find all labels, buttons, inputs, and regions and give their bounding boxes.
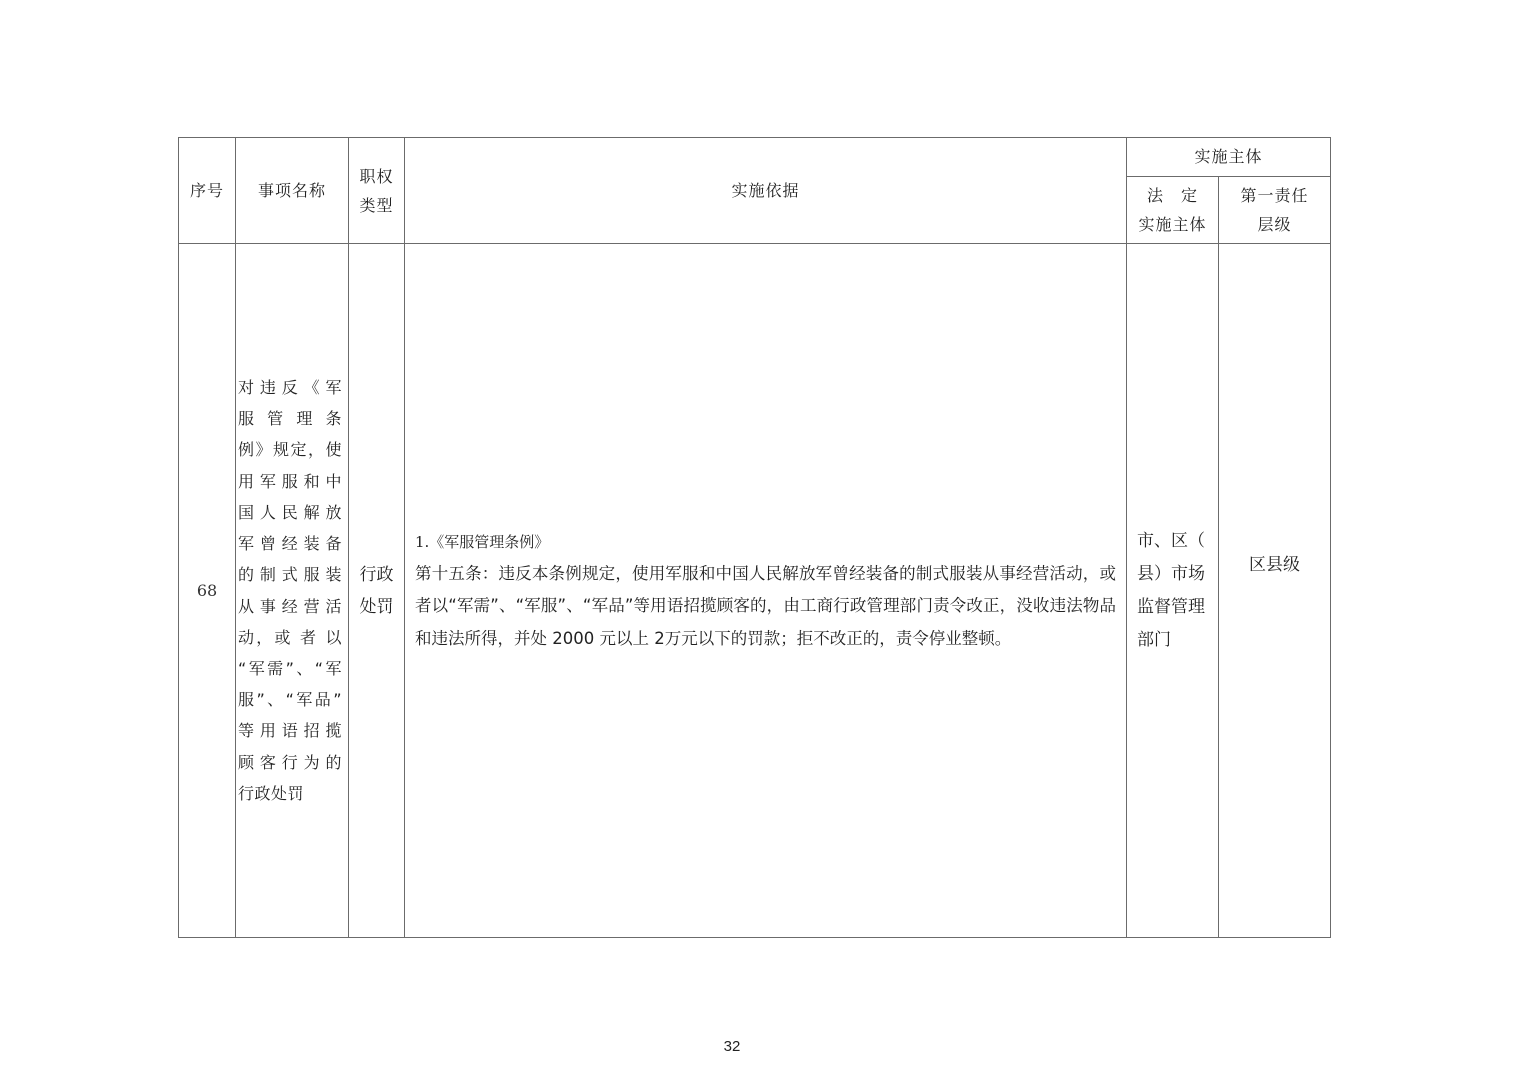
responsibility-level-wrap bbox=[1219, 244, 1330, 937]
item-name-line: 动，或 者 以 bbox=[238, 627, 342, 647]
header-responsibility-level-line1: 第一责任 bbox=[1240, 186, 1309, 205]
row-authority-type-line2: 处罚 bbox=[359, 596, 394, 617]
row-legal-subject bbox=[1127, 244, 1219, 938]
responsibility-level-value: 区县级 bbox=[1249, 554, 1300, 575]
item-name-line: 的制式服装 bbox=[238, 565, 342, 585]
header-item-name bbox=[236, 138, 349, 244]
legal-subject-line: 县）市场 bbox=[1137, 563, 1205, 584]
header-responsibility-level-line2: 层级 bbox=[1257, 215, 1292, 234]
header-serial-number bbox=[179, 138, 236, 244]
row-authority-type-line1: 行政 bbox=[359, 564, 394, 585]
header-authority-type bbox=[349, 138, 405, 244]
header-implementing-subject bbox=[1127, 138, 1331, 177]
item-name-line: 服 管 理 条 bbox=[238, 409, 342, 429]
item-name-line: 军曾经装备 bbox=[238, 534, 342, 554]
item-name-line: 等用语招揽 bbox=[238, 721, 342, 741]
header-legal-subject-line2: 实施主体 bbox=[1138, 215, 1207, 234]
item-name-line: 行政处罚 bbox=[238, 783, 305, 803]
law-article-text: 第十五条：违反本条例规定，使用军服和中国人民解放军曾经装备的制式服装从事经营活动，或者以“军需”、“军服”、“军品”等用语招揽顾客的，由工商行政管理部门责令改正，没收违法物品和违法所得，并处 2000 元以上 2万元以下的罚款；拒不改正的，责令停业整顿。 bbox=[415, 563, 1116, 648]
header-implementing-subject-label: 实施主体 bbox=[1194, 147, 1263, 166]
authority-table bbox=[178, 137, 1331, 938]
header-legal-basis bbox=[405, 138, 1127, 244]
item-name-line: “军需”、“军 bbox=[238, 658, 342, 678]
header-authority-type-line2: 类型 bbox=[359, 195, 394, 215]
header-legal-basis-label: 实施依据 bbox=[731, 180, 800, 200]
header-responsibility-level bbox=[1219, 177, 1331, 244]
row-serial-number bbox=[179, 244, 236, 938]
item-name-line: 国人民解放 bbox=[238, 502, 342, 522]
header-item-name-label: 事项名称 bbox=[257, 180, 326, 200]
item-name-line: 顾客行为的 bbox=[238, 752, 342, 772]
item-name-line: 例》规定，使 bbox=[238, 440, 342, 460]
item-name-line: 对违反《军 bbox=[238, 378, 342, 398]
law-title: 1.《军服管理条例》 bbox=[415, 532, 550, 551]
header-serial-number-label: 序号 bbox=[189, 180, 224, 200]
row-responsibility-level bbox=[1219, 244, 1331, 938]
row-serial-number-value: 68 bbox=[196, 580, 218, 600]
item-name-line: 从事经营活 bbox=[238, 596, 342, 616]
row-item-name bbox=[236, 244, 349, 938]
legal-subject-line: 部门 bbox=[1137, 629, 1171, 650]
row-authority-type bbox=[349, 244, 405, 938]
header-legal-subject-line1: 法 定 bbox=[1146, 186, 1198, 205]
row-item-name-text bbox=[238, 372, 342, 809]
legal-subject-line: 市、区（ bbox=[1137, 530, 1205, 551]
legal-subject-line: 监督管理 bbox=[1137, 596, 1205, 617]
page-number: 32 bbox=[723, 1038, 741, 1055]
item-name-line: 服”、“军品” bbox=[238, 690, 342, 710]
item-name-line: 用军服和中 bbox=[238, 471, 342, 491]
row-legal-basis bbox=[405, 244, 1127, 938]
table-row bbox=[179, 244, 1331, 938]
header-legal-subject bbox=[1127, 177, 1219, 244]
header-row-top bbox=[179, 138, 1331, 177]
header-authority-type-line1: 职权 bbox=[359, 166, 394, 186]
